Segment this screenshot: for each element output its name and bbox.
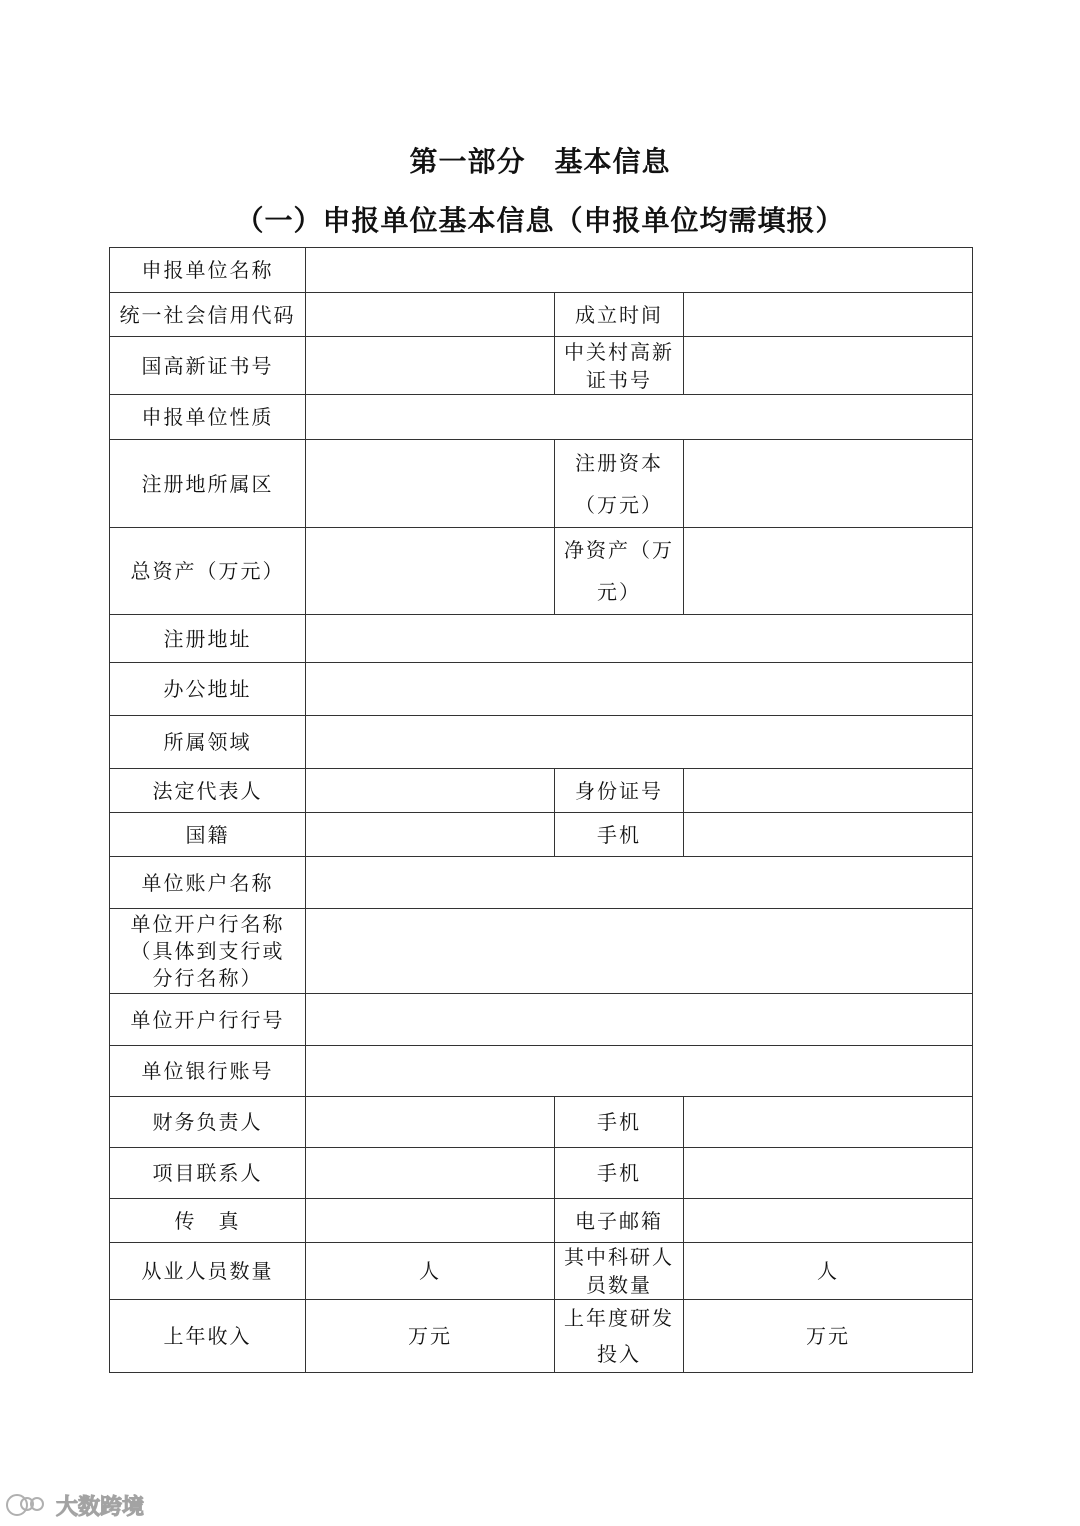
field-label: 申报单位性质 <box>110 395 306 440</box>
field-label: 注册地址 <box>110 615 306 663</box>
field-input[interactable] <box>306 663 973 716</box>
field-input[interactable] <box>306 293 555 337</box>
watermark-text: 大数跨境 <box>56 1494 145 1520</box>
field-label: 财务负责人 <box>110 1097 306 1148</box>
table-row <box>110 1046 973 1097</box>
section-title: （一）申报单位基本信息（申报单位均需填报） <box>235 204 845 237</box>
field-label: 单位开户行名称（具体到支行或分行名称） <box>110 909 306 994</box>
table-row <box>110 769 973 813</box>
field-input[interactable]: 人 <box>684 1243 973 1300</box>
table-row <box>110 909 973 994</box>
field-label: 统一社会信用代码 <box>110 293 306 337</box>
field-input[interactable] <box>306 1199 555 1243</box>
watermark <box>6 1490 144 1520</box>
field-input[interactable] <box>306 337 555 395</box>
field-input[interactable] <box>684 440 973 528</box>
field-input[interactable] <box>306 248 973 293</box>
field-input[interactable] <box>306 716 973 769</box>
field-input[interactable] <box>684 769 973 813</box>
field-label: 国籍 <box>110 813 306 857</box>
table-row <box>110 615 973 663</box>
table-row <box>110 1300 973 1373</box>
field-input[interactable] <box>306 440 555 528</box>
field-input[interactable] <box>684 337 973 395</box>
field-label: 项目联系人 <box>110 1148 306 1199</box>
field-label: 所属领域 <box>110 716 306 769</box>
table-row <box>110 440 973 528</box>
field-label: 传 真 <box>110 1199 306 1243</box>
field-input[interactable] <box>306 395 973 440</box>
field-input[interactable] <box>306 1046 973 1097</box>
field-input[interactable] <box>306 857 973 909</box>
field-input[interactable] <box>306 813 555 857</box>
field-label: 其中科研人员数量 <box>555 1243 684 1300</box>
field-input[interactable] <box>684 293 973 337</box>
field-label: 身份证号 <box>555 769 684 813</box>
field-input[interactable] <box>306 1097 555 1148</box>
field-label: 注册资本（万元） <box>555 440 684 528</box>
field-label: 手机 <box>555 1097 684 1148</box>
table-row <box>110 395 973 440</box>
field-input[interactable]: 万元 <box>306 1300 555 1373</box>
field-label: 国高新证书号 <box>110 337 306 395</box>
field-input[interactable]: 万元 <box>684 1300 973 1373</box>
field-label: 电子邮箱 <box>555 1199 684 1243</box>
field-input[interactable] <box>684 1148 973 1199</box>
field-label: 上年收入 <box>110 1300 306 1373</box>
field-label: 申报单位名称 <box>110 248 306 293</box>
table-row <box>110 663 973 716</box>
field-input[interactable]: 人 <box>306 1243 555 1300</box>
table-row <box>110 716 973 769</box>
field-label: 注册地所属区 <box>110 440 306 528</box>
table-row <box>110 293 973 337</box>
basic-info-form <box>109 247 973 1373</box>
table-row <box>110 1148 973 1199</box>
field-input[interactable] <box>684 528 973 615</box>
table-row <box>110 248 973 293</box>
field-input[interactable] <box>306 1148 555 1199</box>
field-label: 手机 <box>555 1148 684 1199</box>
field-label: 办公地址 <box>110 663 306 716</box>
table-row <box>110 857 973 909</box>
table-row <box>110 528 973 615</box>
field-label: 手机 <box>555 813 684 857</box>
camera-logo-icon <box>6 1493 50 1517</box>
field-label: 单位开户行行号 <box>110 994 306 1046</box>
table-row <box>110 994 973 1046</box>
table-row <box>110 1199 973 1243</box>
table-row <box>110 813 973 857</box>
field-label: 从业人员数量 <box>110 1243 306 1300</box>
part-title: 第一部分 基本信息 <box>409 145 671 178</box>
field-input[interactable] <box>684 1097 973 1148</box>
field-label: 上年度研发投入 <box>555 1300 684 1373</box>
field-input[interactable] <box>306 909 973 994</box>
table-row <box>110 337 973 395</box>
field-label: 单位银行账号 <box>110 1046 306 1097</box>
field-label: 中关村高新证书号 <box>555 337 684 395</box>
field-input[interactable] <box>306 769 555 813</box>
field-input[interactable] <box>306 528 555 615</box>
field-label: 成立时间 <box>555 293 684 337</box>
field-input[interactable] <box>684 813 973 857</box>
field-label: 总资产（万元） <box>110 528 306 615</box>
table-row <box>110 1097 973 1148</box>
field-input[interactable] <box>306 615 973 663</box>
field-label: 单位账户名称 <box>110 857 306 909</box>
table-row <box>110 1243 973 1300</box>
field-label: 法定代表人 <box>110 769 306 813</box>
field-label: 净资产（万元） <box>555 528 684 615</box>
field-input[interactable] <box>306 994 973 1046</box>
field-input[interactable] <box>684 1199 973 1243</box>
